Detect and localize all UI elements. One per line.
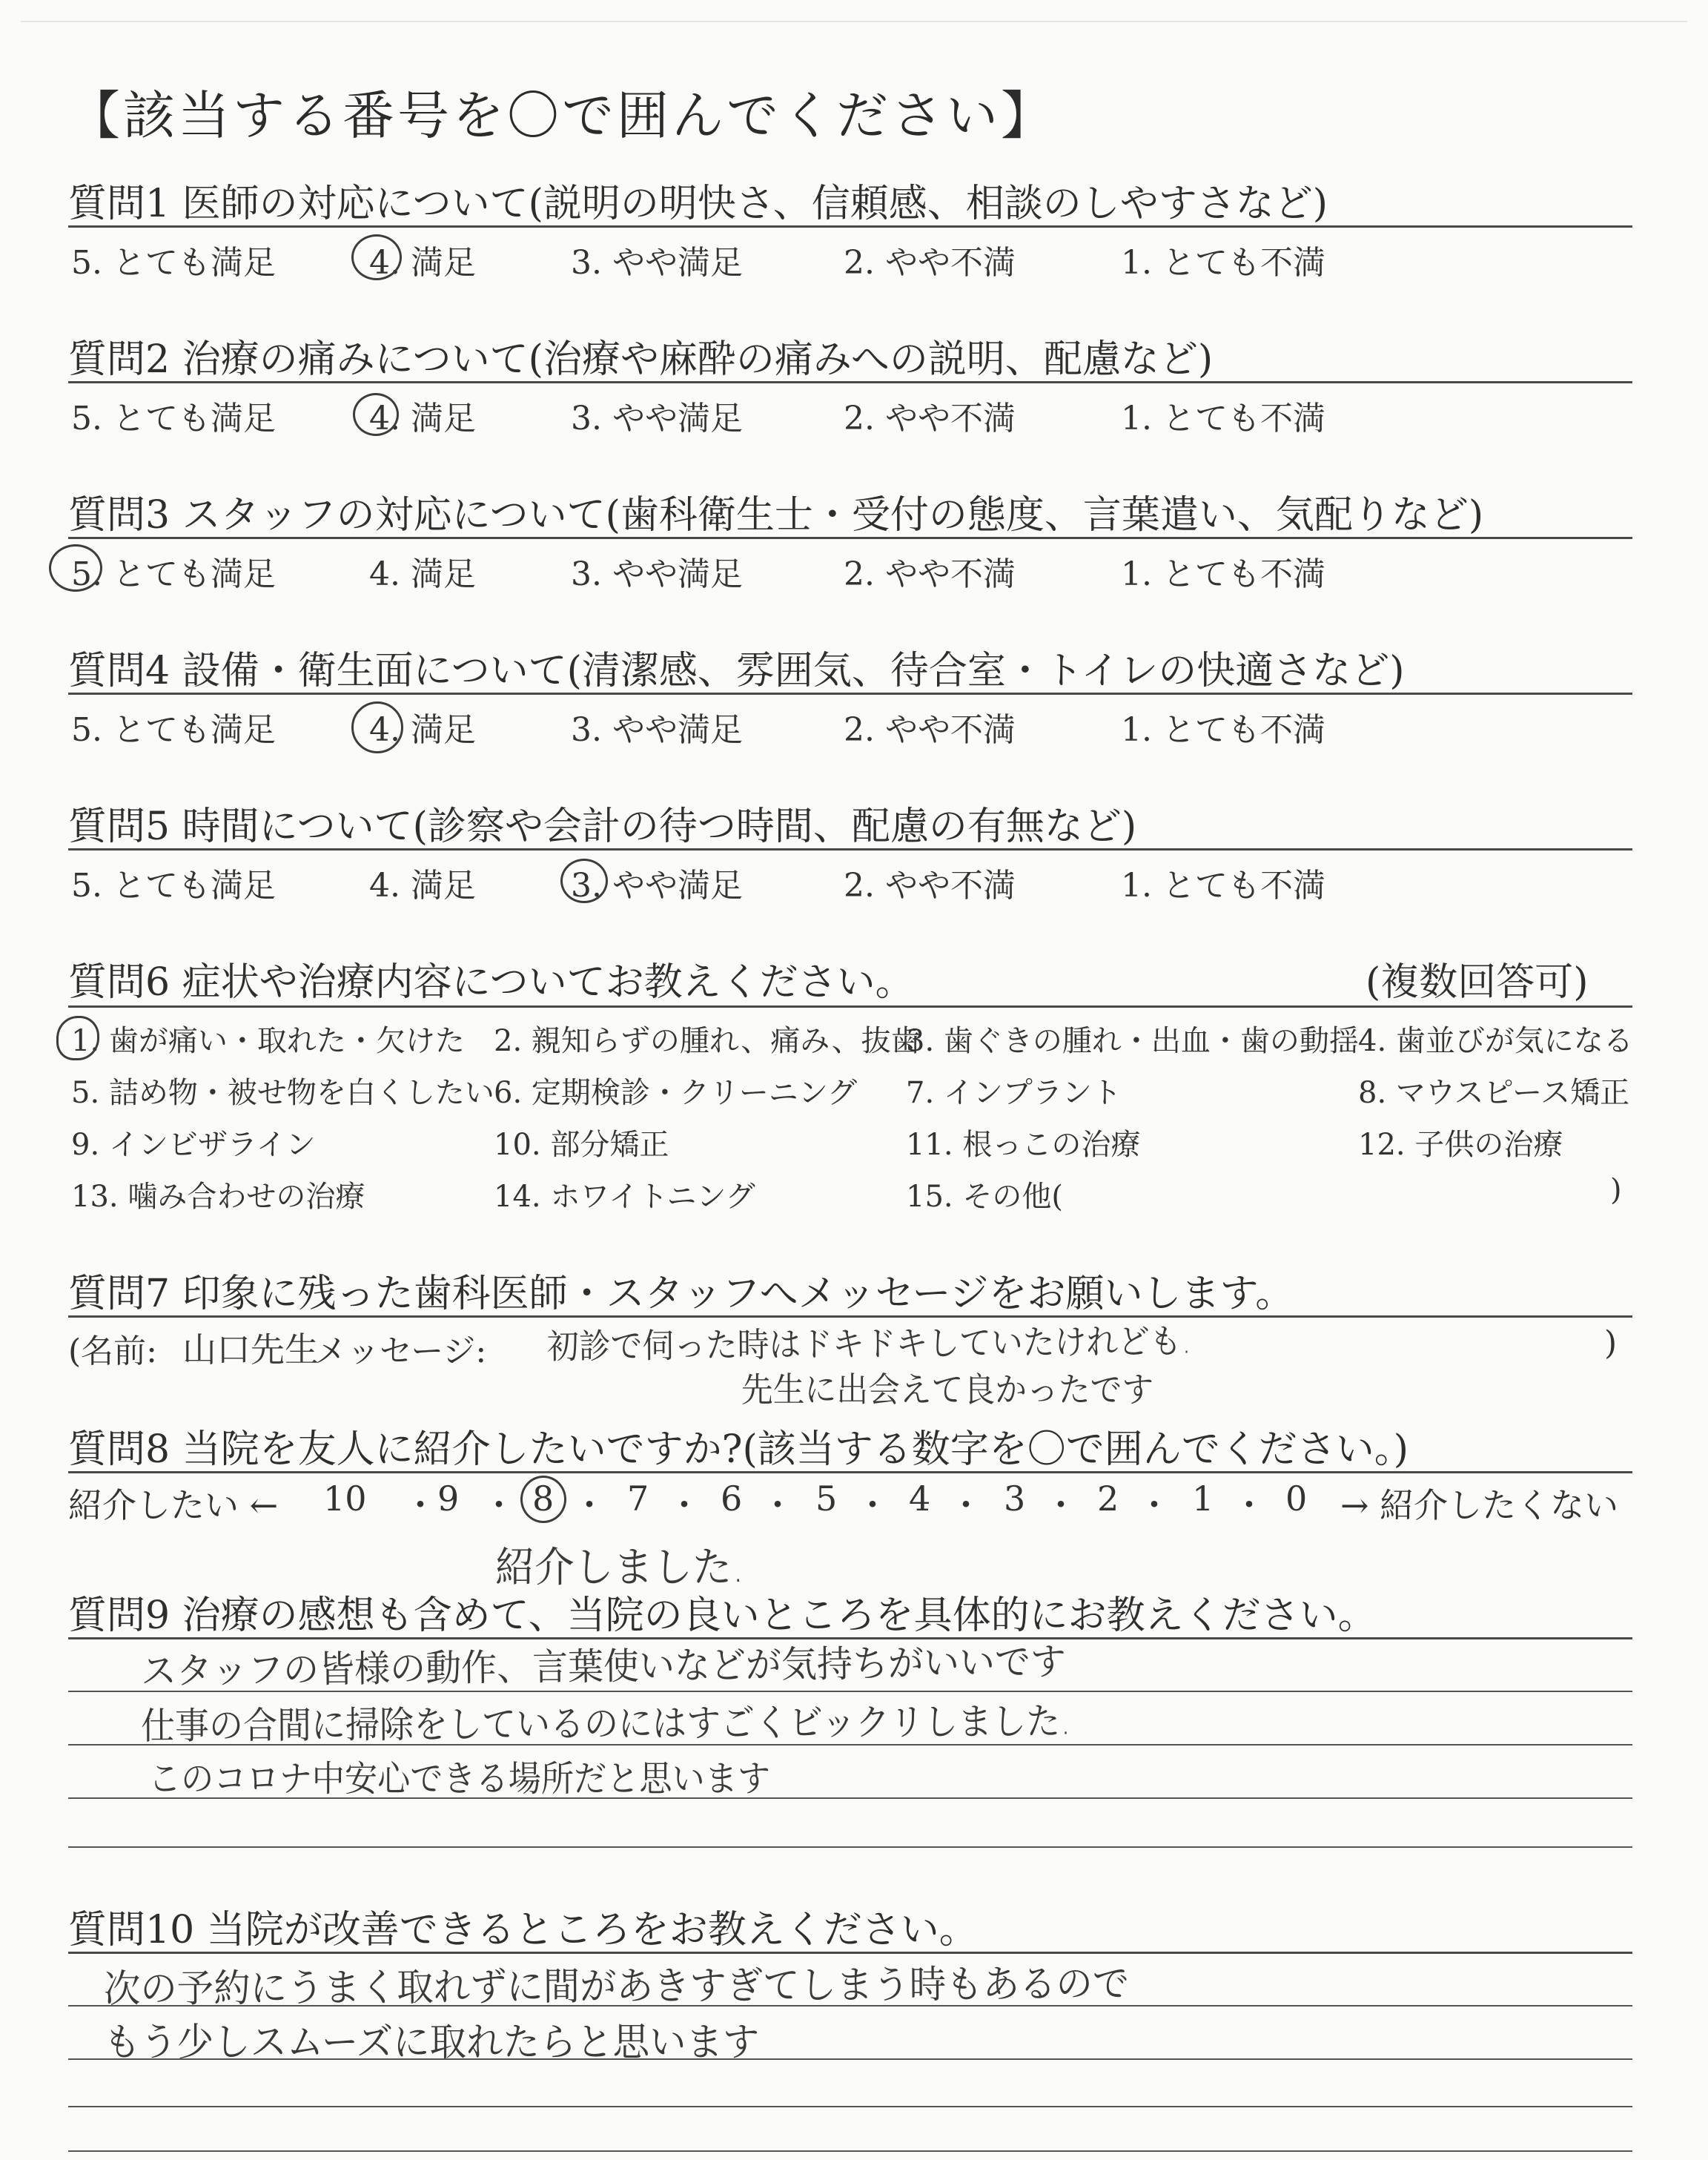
q1-option-1[interactable]: 1. とても不満: [1121, 244, 1325, 282]
q6-option-15[interactable]: 15. その他(: [906, 1180, 1063, 1214]
q8-left-label: 紹介したい ←: [68, 1485, 279, 1525]
q3-option-3[interactable]: 3. やや満足: [571, 555, 743, 593]
q6-option-3[interactable]: 3. 歯ぐきの腫れ・出血・歯の動揺: [906, 1024, 1359, 1058]
q5-option-4[interactable]: 4. 満足: [369, 867, 476, 905]
q8-scale-10[interactable]: 10: [323, 1479, 367, 1519]
q3-answer-circle: [49, 544, 102, 592]
q10-answer-line-2[interactable]: もう少しスムーズに取れたらと思います: [104, 2021, 760, 2065]
q2-option-5[interactable]: 5. とても満足: [71, 400, 276, 437]
q4-option-1[interactable]: 1. とても不満: [1121, 711, 1325, 749]
q1-option-3[interactable]: 3. やや満足: [571, 244, 743, 282]
question-4-rule: [68, 693, 1632, 695]
question-1-label: 質問1 医師の対応について(説明の明快さ、信頼感、相談のしやすさなど): [68, 182, 1328, 226]
q9-answer-line-3[interactable]: このコロナ中安心できる場所だと思います: [148, 1758, 771, 1800]
q8-scale-separator: ・: [1044, 1485, 1078, 1525]
q2-answer-circle: [353, 393, 399, 436]
q4-option-2[interactable]: 2. やや不満: [844, 711, 1016, 749]
q1-option-4[interactable]: 4. 満足: [369, 244, 476, 282]
question-3-rule: [68, 537, 1632, 539]
q1-option-2[interactable]: 2. やや不満: [844, 244, 1016, 282]
q5-option-1[interactable]: 1. とても不満: [1121, 867, 1325, 905]
q8-scale-7[interactable]: 7: [627, 1479, 649, 1519]
question-8-label: 質問8 当院を友人に紹介したいですか?(該当する数字を〇で囲んでください。): [68, 1427, 1409, 1472]
q10-answer-line: [68, 2150, 1632, 2152]
q5-option-2[interactable]: 2. やや不満: [844, 867, 1016, 905]
q3-option-2[interactable]: 2. やや不満: [844, 555, 1016, 593]
q8-scale-8[interactable]: 8: [532, 1479, 555, 1519]
question-5-rule: [68, 848, 1632, 851]
q8-scale-separator: ・: [949, 1485, 983, 1525]
q6-option-9[interactable]: 9. インビザライン: [71, 1128, 316, 1162]
question-4-label: 質問4 設備・衛生面について(清潔感、雰囲気、待合室・トイレの快適さなど): [68, 649, 1405, 693]
q5-option-3[interactable]: 3. やや満足: [571, 867, 743, 905]
question-6-label: 質問6 症状や治療内容についてお教えください。: [68, 960, 914, 1005]
q4-option-5[interactable]: 5. とても満足: [71, 711, 276, 749]
q8-answer-circle: [520, 1476, 566, 1523]
q7-message-line-2[interactable]: 先生に出会えて良かったです: [741, 1370, 1154, 1410]
question-6-rule: [68, 1005, 1632, 1008]
question-6-note: (複数回答可): [1366, 960, 1589, 1005]
q5-option-5[interactable]: 5. とても満足: [71, 867, 276, 905]
q4-answer-circle: [351, 701, 403, 753]
q8-scale-separator: ・: [482, 1485, 516, 1525]
q3-option-4[interactable]: 4. 満足: [369, 555, 476, 593]
q4-option-4[interactable]: 4. 満足: [369, 711, 476, 749]
question-7-label: 質問7 印象に残った歯科医師・スタッフへメッセージをお願いします。: [68, 1272, 1294, 1316]
q9-answer-line-1[interactable]: スタッフの皆様の動作、言葉使いなどが気持ちがいいです: [140, 1639, 1067, 1693]
q8-scale-1[interactable]: 1: [1192, 1479, 1214, 1519]
q7-name-value[interactable]: 山口先生: [182, 1330, 319, 1370]
page-top-border: [21, 21, 1687, 28]
q8-right-label: → 紹介したくない: [1340, 1485, 1619, 1525]
q8-handwritten-note: 紹介しました.: [495, 1544, 745, 1592]
question-5-label: 質問5 時間について(診察や会計の待つ時間、配慮の有無など): [68, 805, 1137, 849]
q6-option-5[interactable]: 5. 詰め物・被せ物を白くしたい: [71, 1076, 494, 1110]
question-1-rule: [68, 225, 1632, 228]
q6-option-14[interactable]: 14. ホワイトニング: [494, 1180, 755, 1214]
q6-option-11[interactable]: 11. 根っこの治療: [906, 1128, 1141, 1162]
q8-scale-separator: ・: [761, 1485, 795, 1525]
q8-scale-separator: ・: [403, 1485, 437, 1525]
q2-option-2[interactable]: 2. やや不満: [844, 400, 1016, 437]
q8-scale-9[interactable]: 9: [437, 1479, 460, 1519]
q8-scale-separator: ・: [667, 1485, 701, 1525]
q5-answer-circle: [560, 859, 608, 903]
q8-scale-separator: ・: [572, 1485, 606, 1525]
q3-option-5[interactable]: 5. とても満足: [71, 555, 276, 593]
q6-option-12[interactable]: 12. 子供の治療: [1358, 1128, 1563, 1162]
q6-option-6[interactable]: 6. 定期検診・クリーニング: [494, 1076, 858, 1110]
q8-scale-4[interactable]: 4: [909, 1479, 931, 1519]
q10-answer-line: [68, 2106, 1632, 2107]
q6-answer-circle: [56, 1016, 99, 1060]
question-2-rule: [68, 381, 1632, 383]
q7-message-line-1[interactable]: 初診で伺った時はドキドキしていたけれども.: [546, 1321, 1192, 1367]
q6-option-4[interactable]: 4. 歯並びが気になる: [1358, 1024, 1633, 1058]
q3-option-1[interactable]: 1. とても不満: [1121, 555, 1325, 593]
q1-answer-circle: [351, 234, 402, 280]
q2-option-1[interactable]: 1. とても不満: [1121, 400, 1325, 437]
question-8-rule: [68, 1471, 1632, 1473]
q6-option-1[interactable]: 1. 歯が痛い・取れた・欠けた: [71, 1024, 465, 1058]
q7-close-paren: ): [1604, 1324, 1618, 1362]
q10-answer-line-1[interactable]: 次の予約にうまく取れずに間があきすぎてしまう時もあるので: [103, 1961, 1130, 2012]
q9-answer-line: [68, 1846, 1632, 1848]
q6-option-8[interactable]: 8. マウスピース矯正: [1358, 1076, 1630, 1110]
q8-scale-separator: ・: [1137, 1485, 1171, 1525]
q8-scale-0[interactable]: 0: [1285, 1479, 1308, 1519]
q7-name-prefix: (名前:: [68, 1332, 157, 1370]
q6-option-10[interactable]: 10. 部分矯正: [494, 1128, 669, 1162]
q2-option-4[interactable]: 4. 満足: [369, 400, 476, 437]
question-9-label: 質問9 治療の感想も含めて、当院の良いところを具体的にお教えください。: [68, 1593, 1377, 1638]
q9-answer-line-2[interactable]: 仕事の合間に掃除をしているのにはすごくビックリしました.: [140, 1700, 1071, 1748]
question-2-label: 質問2 治療の痛みについて(治療や麻酔の痛みへの説明、配慮など): [68, 337, 1214, 382]
q7-message-prefix: メッセージ:: [314, 1332, 487, 1370]
question-10-label: 質問10 当院が改善できるところをお教えください。: [68, 1908, 978, 1952]
q8-scale-separator: ・: [1232, 1485, 1266, 1525]
q6-option-13[interactable]: 13. 噛み合わせの治療: [71, 1180, 365, 1214]
q8-scale-2[interactable]: 2: [1097, 1479, 1119, 1519]
q6-other-close-paren: ): [1610, 1173, 1622, 1207]
question-3-label: 質問3 スタッフの対応について(歯科衛生士・受付の態度、言葉遣い、気配りなど): [68, 493, 1484, 538]
q8-scale-5[interactable]: 5: [815, 1479, 838, 1519]
q8-scale-separator: ・: [855, 1485, 890, 1525]
q6-option-7[interactable]: 7. インプラント: [906, 1076, 1122, 1110]
q4-option-3[interactable]: 3. やや満足: [571, 711, 743, 749]
q6-option-2[interactable]: 2. 親知らずの腫れ、痛み、抜歯: [494, 1024, 921, 1058]
q2-option-3[interactable]: 3. やや満足: [571, 400, 743, 437]
q1-option-5[interactable]: 5. とても満足: [71, 244, 276, 282]
q8-scale-6[interactable]: 6: [721, 1479, 743, 1519]
q8-scale-3[interactable]: 3: [1004, 1479, 1026, 1519]
form-title: 【該当する番号を〇で囲んでください】: [68, 85, 1056, 146]
